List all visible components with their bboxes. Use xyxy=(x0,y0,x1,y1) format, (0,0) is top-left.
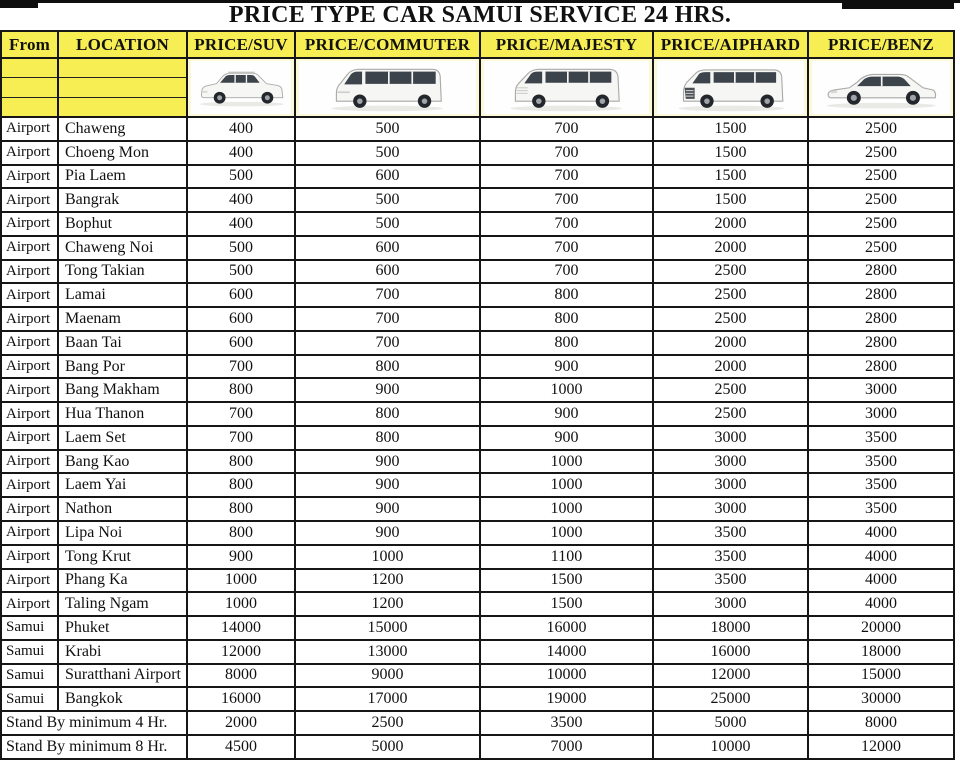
price-cell: 16000 xyxy=(653,640,808,664)
standby-label-cell: Stand By minimum 8 Hr. xyxy=(1,735,187,759)
location-cell: Baan Tai xyxy=(58,331,187,355)
price-cell: 900 xyxy=(295,497,480,521)
price-cell: 19000 xyxy=(480,687,653,711)
price-cell: 1000 xyxy=(480,378,653,402)
location-cell: Phuket xyxy=(58,616,187,640)
from-cell: Airport xyxy=(1,521,58,545)
table-row xyxy=(1,450,954,474)
price-cell: 16000 xyxy=(187,687,295,711)
table-row xyxy=(1,616,954,640)
table-row xyxy=(1,545,954,569)
from-cell: Airport xyxy=(1,212,58,236)
location-cell: Bang Por xyxy=(58,355,187,379)
price-cell: 400 xyxy=(187,141,295,165)
from-cell: Samui xyxy=(1,616,58,640)
price-cell: 700 xyxy=(480,141,653,165)
from-cell: Airport xyxy=(1,592,58,616)
price-cell: 500 xyxy=(295,188,480,212)
price-cell: 400 xyxy=(187,188,295,212)
page-title: PRICE TYPE CAR SAMUI SERVICE 24 HRS. xyxy=(228,2,732,28)
benz-photo-cell xyxy=(808,58,954,117)
from-cell: Airport xyxy=(1,378,58,402)
price-cell: 800 xyxy=(295,355,480,379)
from-cell: Samui xyxy=(1,687,58,711)
price-cell: 2500 xyxy=(653,378,808,402)
price-table-body xyxy=(1,117,954,759)
empty-from-subcells xyxy=(1,58,58,117)
from-cell: Airport xyxy=(1,473,58,497)
price-cell: 1000 xyxy=(295,545,480,569)
price-cell: 4000 xyxy=(808,569,954,593)
price-cell: 3000 xyxy=(653,426,808,450)
majesty-photo-cell xyxy=(480,58,653,117)
price-cell: 2500 xyxy=(653,307,808,331)
price-cell: 8000 xyxy=(808,711,954,735)
price-table xyxy=(0,30,953,760)
price-cell: 2800 xyxy=(808,283,954,307)
table-row xyxy=(1,497,954,521)
price-cell: 3000 xyxy=(808,402,954,426)
price-cell: 1500 xyxy=(653,141,808,165)
header-benz: PRICE/BENZ xyxy=(808,31,954,58)
from-cell: Samui xyxy=(1,640,58,664)
price-cell: 3500 xyxy=(653,521,808,545)
price-cell: 2000 xyxy=(653,212,808,236)
price-cell: 25000 xyxy=(653,687,808,711)
price-cell: 500 xyxy=(295,212,480,236)
from-cell: Airport xyxy=(1,307,58,331)
table-row xyxy=(1,260,954,284)
price-cell: 700 xyxy=(187,355,295,379)
price-cell: 9000 xyxy=(295,664,480,688)
table-row xyxy=(1,378,954,402)
from-cell: Airport xyxy=(1,426,58,450)
table-row xyxy=(1,569,954,593)
price-cell: 2000 xyxy=(653,331,808,355)
header-aiphard: PRICE/AIPHARD xyxy=(653,31,808,58)
price-cell: 800 xyxy=(187,497,295,521)
price-cell: 1500 xyxy=(653,165,808,189)
price-cell: 2500 xyxy=(653,260,808,284)
price-cell: 500 xyxy=(187,260,295,284)
price-cell: 3500 xyxy=(808,426,954,450)
benz-sedan-photo xyxy=(812,61,950,114)
price-cell: 4000 xyxy=(808,592,954,616)
table-row xyxy=(1,188,954,212)
price-cell: 700 xyxy=(480,165,653,189)
location-cell: Lipa Noi xyxy=(58,521,187,545)
price-cell: 700 xyxy=(480,188,653,212)
price-cell: 400 xyxy=(187,212,295,236)
price-cell: 800 xyxy=(187,378,295,402)
aiphard-photo-cell xyxy=(653,58,808,117)
price-cell: 3000 xyxy=(653,473,808,497)
price-cell: 5000 xyxy=(653,711,808,735)
price-cell: 800 xyxy=(187,521,295,545)
suv-car-photo xyxy=(191,61,291,114)
price-cell: 1000 xyxy=(187,569,295,593)
price-cell: 600 xyxy=(187,331,295,355)
price-cell: 1000 xyxy=(480,473,653,497)
location-cell: Bangrak xyxy=(58,188,187,212)
from-cell: Airport xyxy=(1,355,58,379)
header-location: LOCATION xyxy=(58,31,187,58)
from-cell: Airport xyxy=(1,165,58,189)
price-cell: 1000 xyxy=(480,521,653,545)
from-cell: Airport xyxy=(1,141,58,165)
price-cell: 3000 xyxy=(808,378,954,402)
price-cell: 500 xyxy=(295,117,480,141)
price-cell: 700 xyxy=(295,307,480,331)
location-cell: Tong Krut xyxy=(58,545,187,569)
price-cell: 1500 xyxy=(480,592,653,616)
table-row xyxy=(1,307,954,331)
price-cell: 900 xyxy=(187,545,295,569)
price-cell: 700 xyxy=(480,260,653,284)
location-cell: Nathon xyxy=(58,497,187,521)
from-cell: Samui xyxy=(1,664,58,688)
price-cell: 3500 xyxy=(808,473,954,497)
table-row xyxy=(1,141,954,165)
price-cell: 900 xyxy=(295,521,480,545)
price-cell: 600 xyxy=(187,283,295,307)
price-cell: 1200 xyxy=(295,592,480,616)
vehicle-photo-row xyxy=(1,58,954,117)
table-row xyxy=(1,687,954,711)
price-cell: 1500 xyxy=(653,188,808,212)
price-cell: 1000 xyxy=(480,450,653,474)
location-cell: Maenam xyxy=(58,307,187,331)
price-cell: 2500 xyxy=(808,141,954,165)
price-cell: 2500 xyxy=(653,283,808,307)
price-cell: 2800 xyxy=(808,260,954,284)
from-cell: Airport xyxy=(1,260,58,284)
header-row xyxy=(1,31,954,58)
price-cell: 700 xyxy=(480,212,653,236)
price-cell: 800 xyxy=(187,473,295,497)
location-cell: Bang Kao xyxy=(58,450,187,474)
price-cell: 500 xyxy=(295,141,480,165)
header-commuter: PRICE/COMMUTER xyxy=(295,31,480,58)
price-cell: 900 xyxy=(480,355,653,379)
price-cell: 600 xyxy=(187,307,295,331)
price-cell: 7000 xyxy=(480,735,653,759)
price-cell: 2000 xyxy=(653,236,808,260)
standby-label-cell: Stand By minimum 4 Hr. xyxy=(1,711,187,735)
price-cell: 500 xyxy=(187,236,295,260)
location-cell: Bang Makham xyxy=(58,378,187,402)
location-cell: Laem Set xyxy=(58,426,187,450)
price-cell: 13000 xyxy=(295,640,480,664)
location-cell: Tong Takian xyxy=(58,260,187,284)
price-cell: 2500 xyxy=(808,117,954,141)
price-cell: 600 xyxy=(295,236,480,260)
price-cell: 14000 xyxy=(187,616,295,640)
price-cell: 700 xyxy=(480,117,653,141)
from-cell: Airport xyxy=(1,450,58,474)
price-cell: 1100 xyxy=(480,545,653,569)
suv-photo-cell xyxy=(187,58,295,117)
price-cell: 700 xyxy=(295,283,480,307)
price-cell: 3500 xyxy=(653,569,808,593)
price-cell: 3500 xyxy=(808,450,954,474)
price-cell: 12000 xyxy=(808,735,954,759)
price-cell: 1200 xyxy=(295,569,480,593)
price-cell: 8000 xyxy=(187,664,295,688)
price-cell: 14000 xyxy=(480,640,653,664)
price-cell: 17000 xyxy=(295,687,480,711)
price-cell: 10000 xyxy=(653,735,808,759)
standby-row xyxy=(1,711,954,735)
price-cell: 1500 xyxy=(480,569,653,593)
price-cell: 1000 xyxy=(187,592,295,616)
price-cell: 800 xyxy=(295,402,480,426)
table-row xyxy=(1,402,954,426)
price-cell: 2800 xyxy=(808,331,954,355)
price-cell: 900 xyxy=(295,473,480,497)
table-row xyxy=(1,236,954,260)
table-row xyxy=(1,521,954,545)
price-cell: 4500 xyxy=(187,735,295,759)
table-row xyxy=(1,664,954,688)
from-cell: Airport xyxy=(1,117,58,141)
location-cell: Chaweng xyxy=(58,117,187,141)
commuter-photo-cell xyxy=(295,58,480,117)
price-cell: 5000 xyxy=(295,735,480,759)
from-cell: Airport xyxy=(1,402,58,426)
price-cell: 800 xyxy=(480,307,653,331)
price-cell: 700 xyxy=(187,426,295,450)
table-row xyxy=(1,117,954,141)
price-cell: 800 xyxy=(480,331,653,355)
price-cell: 2500 xyxy=(808,236,954,260)
price-cell: 3000 xyxy=(653,497,808,521)
price-cell: 3500 xyxy=(480,711,653,735)
from-cell: Airport xyxy=(1,569,58,593)
price-cell: 800 xyxy=(295,426,480,450)
location-cell: Bangkok xyxy=(58,687,187,711)
price-cell: 700 xyxy=(187,402,295,426)
location-cell: Chaweng Noi xyxy=(58,236,187,260)
price-cell: 15000 xyxy=(808,664,954,688)
price-cell: 12000 xyxy=(187,640,295,664)
price-cell: 700 xyxy=(295,331,480,355)
price-cell: 2500 xyxy=(653,402,808,426)
table-row xyxy=(1,426,954,450)
location-cell: Bophut xyxy=(58,212,187,236)
commuter-van-photo xyxy=(299,61,476,114)
price-cell: 1000 xyxy=(480,497,653,521)
price-cell: 1500 xyxy=(653,117,808,141)
table-row xyxy=(1,331,954,355)
header-suv: PRICE/SUV xyxy=(187,31,295,58)
location-cell: Lamai xyxy=(58,283,187,307)
table-row xyxy=(1,640,954,664)
table-row xyxy=(1,283,954,307)
from-cell: Airport xyxy=(1,331,58,355)
price-cell: 900 xyxy=(480,402,653,426)
empty-location-subcells xyxy=(58,58,187,117)
price-cell: 3000 xyxy=(653,592,808,616)
location-cell: Laem Yai xyxy=(58,473,187,497)
table-row xyxy=(1,355,954,379)
price-cell: 2500 xyxy=(808,212,954,236)
price-cell: 800 xyxy=(187,450,295,474)
price-cell: 16000 xyxy=(480,616,653,640)
price-cell: 2500 xyxy=(808,165,954,189)
price-cell: 2800 xyxy=(808,355,954,379)
price-cell: 600 xyxy=(295,260,480,284)
table-row xyxy=(1,165,954,189)
price-cell: 600 xyxy=(295,165,480,189)
header-from: From xyxy=(1,31,58,58)
price-cell: 18000 xyxy=(653,616,808,640)
price-cell: 2800 xyxy=(808,307,954,331)
price-cell: 900 xyxy=(480,426,653,450)
price-cell: 3500 xyxy=(653,545,808,569)
standby-row xyxy=(1,735,954,759)
price-cell: 30000 xyxy=(808,687,954,711)
price-cell: 2000 xyxy=(653,355,808,379)
price-cell: 500 xyxy=(187,165,295,189)
location-cell: Taling Ngam xyxy=(58,592,187,616)
price-cell: 2000 xyxy=(187,711,295,735)
alphard-van-photo xyxy=(657,61,804,114)
location-cell: Pia Laem xyxy=(58,165,187,189)
price-cell: 18000 xyxy=(808,640,954,664)
from-cell: Airport xyxy=(1,236,58,260)
price-cell: 2500 xyxy=(808,188,954,212)
location-cell: Suratthani Airport xyxy=(58,664,187,688)
price-cell: 4000 xyxy=(808,545,954,569)
price-cell: 2500 xyxy=(295,711,480,735)
location-cell: Krabi xyxy=(58,640,187,664)
location-cell: Phang Ka xyxy=(58,569,187,593)
table-row xyxy=(1,592,954,616)
location-cell: Choeng Mon xyxy=(58,141,187,165)
table-row xyxy=(1,212,954,236)
price-cell: 10000 xyxy=(480,664,653,688)
location-cell: Hua Thanon xyxy=(58,402,187,426)
from-cell: Airport xyxy=(1,188,58,212)
price-cell: 800 xyxy=(480,283,653,307)
header-majesty: PRICE/MAJESTY xyxy=(480,31,653,58)
price-cell: 3500 xyxy=(808,497,954,521)
price-cell: 20000 xyxy=(808,616,954,640)
price-cell: 900 xyxy=(295,378,480,402)
price-cell: 3000 xyxy=(653,450,808,474)
price-cell: 4000 xyxy=(808,521,954,545)
from-cell: Airport xyxy=(1,497,58,521)
price-cell: 400 xyxy=(187,117,295,141)
from-cell: Airport xyxy=(1,545,58,569)
table-row xyxy=(1,473,954,497)
price-cell: 700 xyxy=(480,236,653,260)
price-cell: 12000 xyxy=(653,664,808,688)
price-cell: 15000 xyxy=(295,616,480,640)
majesty-van-photo xyxy=(484,61,649,114)
price-cell: 900 xyxy=(295,450,480,474)
from-cell: Airport xyxy=(1,283,58,307)
